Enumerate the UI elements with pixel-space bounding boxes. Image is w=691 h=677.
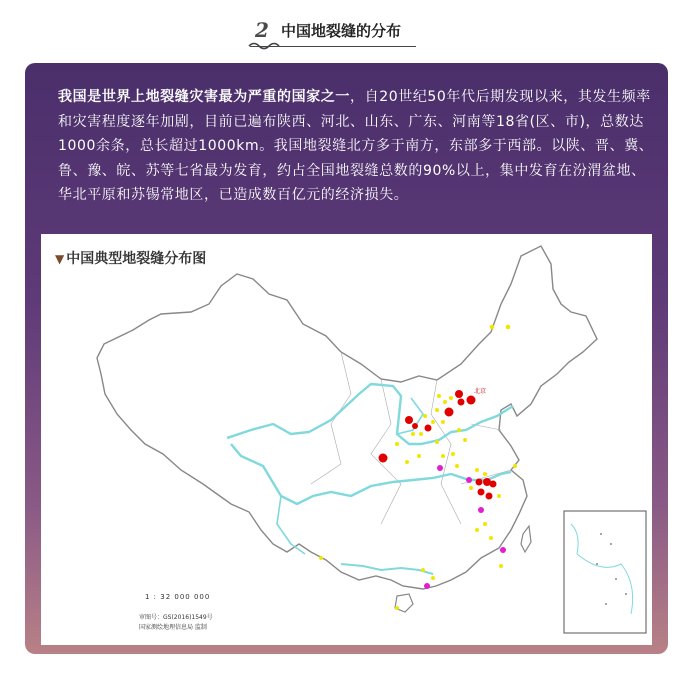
yangtze-river: [231, 444, 511, 504]
south-china-sea-inset: [564, 511, 646, 633]
section-number: 2: [255, 18, 269, 42]
wave-decoration-icon: [248, 40, 288, 50]
header-underline: [250, 46, 416, 47]
fissure-points-yellow: [319, 325, 517, 610]
beijing-label: 北京: [474, 388, 487, 395]
approval-number: 审图号：GS(2016)1549号: [139, 614, 213, 621]
map-graphic: [41, 234, 652, 645]
content-card: [25, 63, 668, 654]
section-header: [0, 10, 691, 50]
map-title: ▼ 中国典型地裂缝分布图: [55, 251, 207, 267]
publisher-note: 国家测绘地理信息局 监制: [139, 624, 207, 631]
taiwan-island: [521, 526, 531, 552]
intro-paragraph: [58, 85, 658, 208]
pearl-river: [341, 564, 433, 574]
fissure-map: [41, 234, 652, 645]
map-scale: 1 : 32 000 000: [145, 593, 211, 601]
yellow-river: [227, 384, 513, 444]
intro-lead: 我国是世界上地裂缝灾害最为严重的国家之一: [58, 89, 350, 105]
section-title: 中国地裂缝的分布: [281, 22, 402, 40]
intro-rest: ，自20世纪50年代后期发现以来，其发生频率和灾害程度逐年加剧，目前已遍布陕西、河北、山东、广东、河南等18省(区、市)，总数达1000余条，总长超过1000km。我国地裂缝北方多于南方，东部多于西部。以陕、晋、冀、鲁、豫、皖、苏等七省最为发育，约占全国地裂缝总数的90%以上，集中发育在汾渭盆地、华北平原和苏锡常地区，已造成数百亿元的经济损失。: [58, 89, 654, 203]
triangle-icon: ▼: [55, 252, 65, 266]
